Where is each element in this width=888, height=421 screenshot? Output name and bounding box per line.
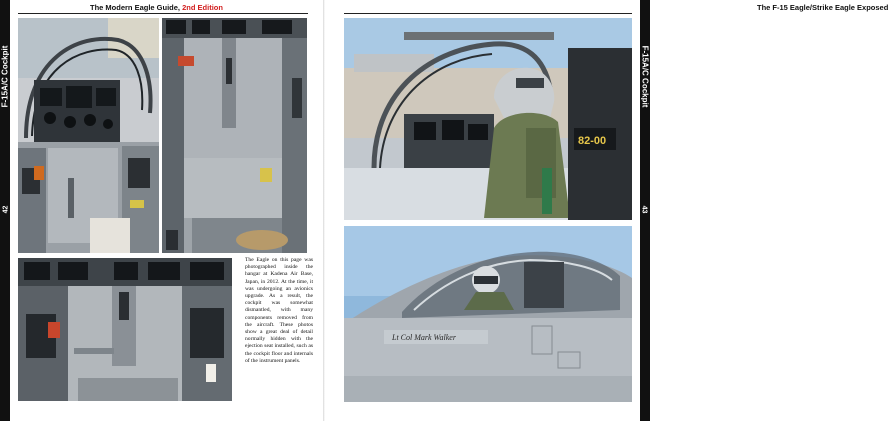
photo-pilot-flight xyxy=(344,226,632,402)
right-side-tab-text: F-15A/C Cockpit xyxy=(640,45,650,108)
left-running-head-title: The Modern Eagle Guide, xyxy=(90,3,183,12)
photo-cockpit-lower xyxy=(18,258,232,401)
left-side-tab-text: F-15A/C Cockpit xyxy=(0,45,10,108)
left-page xyxy=(0,0,325,421)
left-page-caption: The Eagle on this page was photographed inside the hangar at Kadena Air Base, Japan, in 2012. At the time, it was undergoing an avionics upgrade. As a result, the cockpit was somewhat dismantled, with many components removed from the aircraft. These photos show a great deal of detail normally hidden with the ejection seat installed, such as the cockpit floor and internals of the instrument panels. xyxy=(245,257,313,364)
left-running-head-edition: 2nd Edition xyxy=(182,3,223,12)
right-header-rule xyxy=(344,13,632,14)
right-page-edge-tab xyxy=(640,0,650,421)
right-running-head: The F-15 Eagle/Strike Eagle Exposed xyxy=(757,3,888,12)
right-page-number: 43 xyxy=(640,205,648,214)
photo-cockpit-front xyxy=(18,18,159,253)
left-header-rule xyxy=(18,13,308,14)
canopy-rail-name-text: Lt Col Mark Walker xyxy=(392,333,456,342)
photo-pilot-ramp xyxy=(344,18,632,220)
left-page-edge-tab xyxy=(0,0,10,421)
left-running-head xyxy=(90,3,223,12)
photo-cockpit-floor xyxy=(162,18,307,253)
tail-number-text: 82-00 xyxy=(578,135,607,147)
left-page-number: 42 xyxy=(2,205,10,214)
right-page xyxy=(325,0,888,421)
